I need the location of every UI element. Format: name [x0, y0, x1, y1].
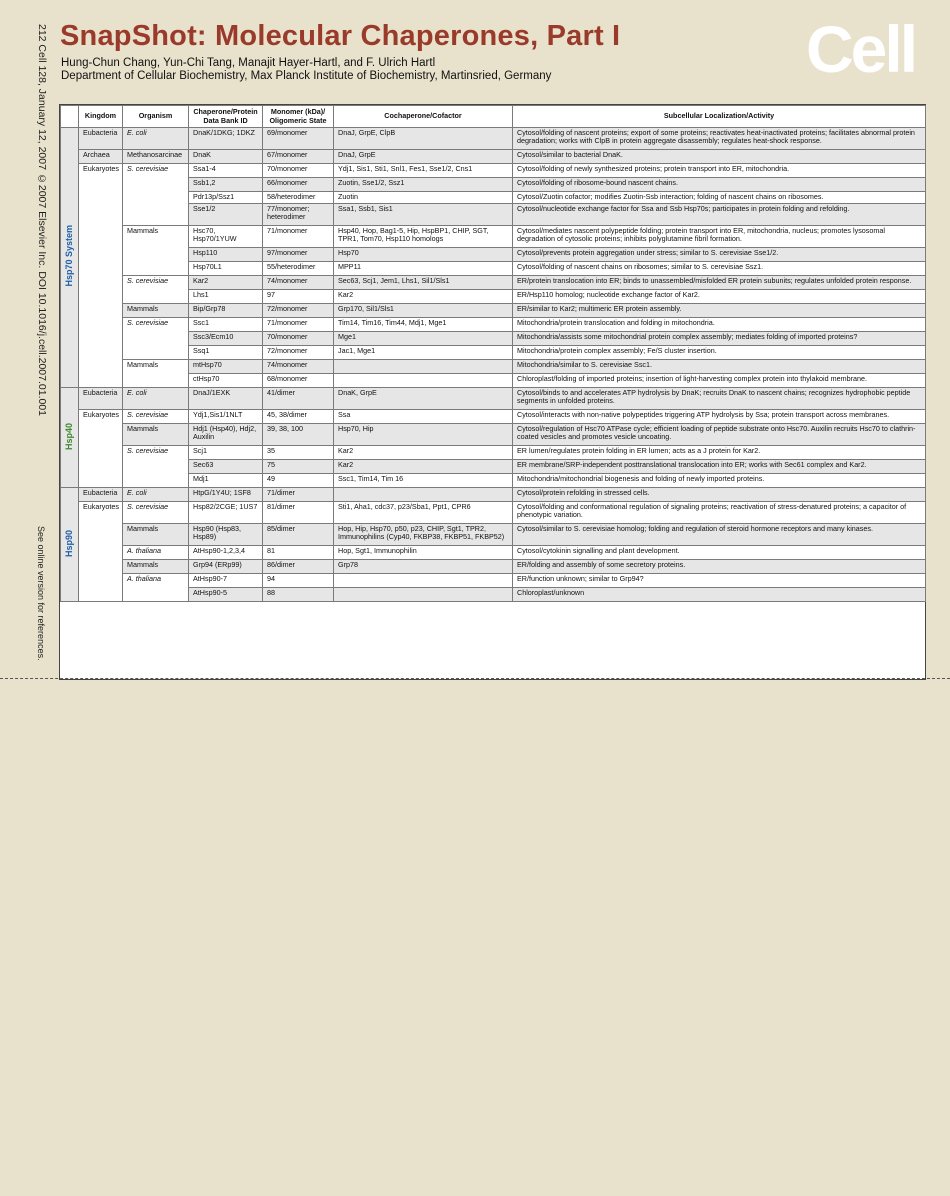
header-localization: Subcellular Localization/Activity — [513, 106, 926, 128]
chaperone-cell: HtpG/1Y4U; 1SF8 — [189, 488, 263, 502]
organism-cell: A. thaliana — [123, 546, 189, 560]
table-row — [61, 346, 926, 360]
chaperone-cell: Ssc1 — [189, 318, 263, 332]
organism-cell: Mammals — [123, 424, 189, 446]
organism-cell: S. cerevisiae — [123, 502, 189, 524]
chaperone-cell: Ssq1 — [189, 346, 263, 360]
authors: Hung-Chun Chang, Yun-Chi Tang, Manajit Hayer-Hartl, and F. Ulrich Hartl — [61, 57, 436, 69]
monomer-cell: 49 — [263, 474, 334, 488]
table-row — [61, 128, 926, 150]
chaperone-cell: DnaK/1DKG; 1DKZ — [189, 128, 263, 150]
monomer-cell: 97/monomer — [263, 248, 334, 262]
monomer-cell: 94 — [263, 574, 334, 588]
cochaperone-cell: Jac1, Mge1 — [334, 346, 513, 360]
kingdom-cell: Eukaryotes — [79, 164, 123, 388]
page-title: SnapShot: Molecular Chaperones, Part I — [60, 20, 621, 52]
kingdom-cell: Archaea — [79, 150, 123, 164]
header-kingdom: Kingdom — [79, 106, 123, 128]
localization-cell: Mitochondria/mitochondrial biogenesis and folding of newly imported proteins. — [513, 474, 926, 488]
cochaperone-cell: Zuotin — [334, 192, 513, 204]
localization-cell: ER/protein translocation into ER; binds to unassembled/misfolded ER protein subunits; regulates unfolded protein response. — [513, 276, 926, 290]
chaperone-cell: Hsc70, Hsp70/1YUW — [189, 226, 263, 248]
table-row — [61, 304, 926, 318]
monomer-cell: 77/monomer; heterodimer — [263, 204, 334, 226]
chaperone-table — [60, 105, 926, 602]
organism-cell: E. coli — [123, 388, 189, 410]
cochaperone-cell: Kar2 — [334, 460, 513, 474]
localization-cell: Cytosol/interacts with non-native polypeptides triggering ATP hydrolysis by Ssa; protein transport across membranes. — [513, 410, 926, 424]
monomer-cell: 66/monomer — [263, 178, 334, 192]
side-note — [34, 526, 48, 1196]
organism-cell: E. coli — [123, 488, 189, 502]
localization-cell: Cytosol/cytokinin signalling and plant development. — [513, 546, 926, 560]
organism-cell: E. coli — [123, 128, 189, 150]
localization-cell: Mitochondria/assists some mitochondrial protein complex assembly; mediates folding of imported proteins? — [513, 332, 926, 346]
cochaperone-cell: Kar2 — [334, 290, 513, 304]
cochaperone-cell: Tim14, Tim16, Tim44, Mdj1, Mge1 — [334, 318, 513, 332]
table-row — [61, 546, 926, 560]
table-header-row — [61, 106, 926, 128]
localization-cell: Chloroplast/unknown — [513, 588, 926, 602]
localization-cell: Cytosol/binds to and accelerates ATP hydrolysis by DnaK; recruits DnaK to nascent chains; recognizes hydrophobic peptide segments in unfolded proteins. — [513, 388, 926, 410]
monomer-cell: 88 — [263, 588, 334, 602]
chaperone-cell: AtHsp90-1,2,3,4 — [189, 546, 263, 560]
localization-cell: Cytosol/folding of nascent chains on ribosomes; similar to S. cerevisiae Ssz1. — [513, 262, 926, 276]
cell-logo: Cell — [806, 12, 916, 86]
cochaperone-cell: Hsp40, Hop, Bag1-5, Hip, HspBP1, CHIP, SGT, TPR1, Tom70, Hsp110 homologs — [334, 226, 513, 248]
localization-cell: Cytosol/Zuotin cofactor; modifies Zuotin-Ssb interaction; folding of nascent chains on ribosomes. — [513, 192, 926, 204]
monomer-cell: 74/monomer — [263, 360, 334, 374]
localization-cell: ER/function unknown; similar to Grp94? — [513, 574, 926, 588]
table-row — [61, 360, 926, 374]
cochaperone-cell: Hsp70 — [334, 248, 513, 262]
chaperone-cell: DnaK — [189, 150, 263, 164]
cochaperone-cell: MPP11 — [334, 262, 513, 276]
table-row — [61, 290, 926, 304]
localization-cell: Mitochondria/protein translocation and folding in mitochondria. — [513, 318, 926, 332]
cochaperone-cell: Hsp70, Hip — [334, 424, 513, 446]
monomer-cell: 35 — [263, 446, 334, 460]
cochaperone-cell: Kar2 — [334, 446, 513, 460]
cochaperone-cell — [334, 488, 513, 502]
kingdom-cell: Eubacteria — [79, 488, 123, 502]
monomer-cell: 69/monomer — [263, 128, 334, 150]
localization-cell: ER membrane/SRP-independent posttranslational translocation into ER; works with Sec61 complex and Kar2. — [513, 460, 926, 474]
table-row — [61, 276, 926, 290]
localization-cell: Cytosol/protein refolding in stressed cells. — [513, 488, 926, 502]
localization-cell: Mitochondria/similar to S. cerevisiae Ssc1. — [513, 360, 926, 374]
cochaperone-cell: Zuotin, Sse1/2, Ssz1 — [334, 178, 513, 192]
monomer-cell: 39, 38, 100 — [263, 424, 334, 446]
organism-cell: S. cerevisiae — [123, 446, 189, 488]
table-row — [61, 524, 926, 546]
cochaperone-cell: Ssc1, Tim14, Tim 16 — [334, 474, 513, 488]
table-row — [61, 424, 926, 446]
family-cell — [61, 128, 79, 388]
chaperone-cell: Hsp82/2CGE; 1US7 — [189, 502, 263, 524]
localization-cell: ER/Hsp110 homolog; nucleotide exchange factor of Kar2. — [513, 290, 926, 304]
table-row — [61, 388, 926, 410]
monomer-cell: 71/monomer — [263, 318, 334, 332]
table-row — [61, 410, 926, 424]
chaperone-cell: DnaJ/1EXK — [189, 388, 263, 410]
monomer-cell: 70/monomer — [263, 164, 334, 178]
header-organism: Organism — [123, 106, 189, 128]
chaperone-cell: Scj1 — [189, 446, 263, 460]
chaperone-cell: Bip/Grp78 — [189, 304, 263, 318]
localization-cell: ER/similar to Kar2; multimeric ER protein assembly. — [513, 304, 926, 318]
organism-cell: S. cerevisiae — [123, 164, 189, 226]
chaperone-cell: Hsp90 (Hsp83, Hsp89) — [189, 524, 263, 546]
chaperone-cell: AtHsp90-7 — [189, 574, 263, 588]
monomer-cell: 41/dimer — [263, 388, 334, 410]
organism-cell: Mammals — [123, 304, 189, 318]
monomer-cell: 72/monomer — [263, 304, 334, 318]
localization-cell: ER/folding and assembly of some secretory proteins. — [513, 560, 926, 574]
kingdom-cell: Eubacteria — [79, 128, 123, 150]
family-cell — [61, 488, 79, 602]
cochaperone-cell: Mge1 — [334, 332, 513, 346]
header-family — [61, 106, 79, 128]
localization-cell: Cytosol/regulation of Hsc70 ATPase cycle; efficient loading of peptide substrate onto Hsc70. Auxilin recruits Hsc70 to clathrin-coated vesicles and promotes vesicle uncoating. — [513, 424, 926, 446]
organism-cell: S. cerevisiae — [123, 318, 189, 360]
monomer-cell: 55/heterodimer — [263, 262, 334, 276]
monomer-cell: 71/dimer — [263, 488, 334, 502]
chaperone-table-wrapper — [59, 104, 926, 680]
monomer-cell: 72/monomer — [263, 346, 334, 360]
family-label: Hsp70 System — [64, 225, 75, 288]
table-row — [61, 318, 926, 332]
localization-cell: Cytosol/folding of newly synthesized proteins; protein transport into ER, mitochondria. — [513, 164, 926, 178]
chaperone-cell: Grp94 (ERp99) — [189, 560, 263, 574]
cochaperone-cell: Grp170, Sil1/Sls1 — [334, 304, 513, 318]
table-row — [61, 262, 926, 276]
monomer-cell: 45, 38/dimer — [263, 410, 334, 424]
localization-cell: ER lumen/regulates protein folding in ER lumen; acts as a J protein for Kar2. — [513, 446, 926, 460]
cochaperone-cell: Hop, Hip, Hsp70, p50, p23, CHIP, Sgt1, TPR2, Immunophilins (Cyp40, FKBP38, FKBP51, FKBP52) — [334, 524, 513, 546]
monomer-cell: 81 — [263, 546, 334, 560]
chaperone-cell: Ssa1-4 — [189, 164, 263, 178]
localization-cell: Cytosol/nucleotide exchange factor for Ssa and Ssb Hsp70s; participates in protein folding and refolding. — [513, 204, 926, 226]
organism-cell: Mammals — [123, 524, 189, 546]
cochaperone-cell: Sec63, Scj1, Jem1, Lhs1, Sil1/Sls1 — [334, 276, 513, 290]
chaperone-cell: mtHsp70 — [189, 360, 263, 374]
cochaperone-cell: Hop, Sgt1, Immunophilin — [334, 546, 513, 560]
organism-cell: Methanosarcinae — [123, 150, 189, 164]
cochaperone-cell — [334, 588, 513, 602]
monomer-cell: 74/monomer — [263, 276, 334, 290]
cochaperone-cell: Sti1, Aha1, cdc37, p23/Sba1, Ppt1, CPR6 — [334, 502, 513, 524]
organism-cell: S. cerevisiae — [123, 276, 189, 304]
table-row — [61, 150, 926, 164]
chaperone-cell: Pdr13p/Ssz1 — [189, 192, 263, 204]
chaperone-cell: ctHsp70 — [189, 374, 263, 388]
cochaperone-cell: DnaJ, GrpE, ClpB — [334, 128, 513, 150]
localization-cell: Chloroplast/folding of imported proteins; insertion of light-harvesting complex protein into thylakoid membrane. — [513, 374, 926, 388]
see-online-note: See online version for references. — [36, 526, 46, 661]
family-label: Hsp40 — [64, 422, 75, 450]
chaperone-cell: Kar2 — [189, 276, 263, 290]
cochaperone-cell: Grp78 — [334, 560, 513, 574]
header-chaperone: Chaperone/Protein Data Bank ID — [189, 106, 263, 128]
organism-cell: Mammals — [123, 560, 189, 574]
table-row — [61, 474, 926, 488]
monomer-cell: 70/monomer — [263, 332, 334, 346]
monomer-cell: 81/dimer — [263, 502, 334, 524]
chaperone-cell: Hdj1 (Hsp40), Hdj2, Auxilin — [189, 424, 263, 446]
cochaperone-cell — [334, 360, 513, 374]
kingdom-cell: Eukaryotes — [79, 410, 123, 488]
chaperone-cell: Ssb1,2 — [189, 178, 263, 192]
organism-cell: S. cerevisiae — [123, 410, 189, 424]
table-row — [61, 446, 926, 460]
page-info: 212 Cell 128, January 12, 2007 ©2007 Elsevier Inc. DOI 10.1016/j.cell.2007.01.001 — [36, 24, 48, 417]
cochaperone-cell — [334, 374, 513, 388]
chaperone-cell: Hsp70L1 — [189, 262, 263, 276]
kingdom-cell: Eukaryotes — [79, 502, 123, 602]
table-row — [61, 248, 926, 262]
localization-cell: Cytosol/prevents protein aggregation under stress; similar to S. cerevisiae Sse1/2. — [513, 248, 926, 262]
table-row — [61, 560, 926, 574]
table-row — [61, 178, 926, 192]
organism-cell: Mammals — [123, 360, 189, 388]
department: Department of Cellular Biochemistry, Max Planck Institute of Biochemistry, Martinsried, Germany — [61, 70, 552, 82]
cut-line — [0, 678, 950, 679]
cochaperone-cell: DnaK, GrpE — [334, 388, 513, 410]
kingdom-cell: Eubacteria — [79, 388, 123, 410]
table-row — [61, 588, 926, 602]
localization-cell: Cytosol/folding of ribosome-bound nascent chains. — [513, 178, 926, 192]
localization-cell: Cytosol/folding and conformational regulation of signaling proteins; reactivation of stress-denatured proteins; a capacitor of phenotypic variation. — [513, 502, 926, 524]
organism-cell: A. thaliana — [123, 574, 189, 602]
monomer-cell: 97 — [263, 290, 334, 304]
table-row — [61, 460, 926, 474]
cochaperone-cell — [334, 574, 513, 588]
header-monomer: Monomer (kDa)/ Oligomeric State — [263, 106, 334, 128]
table-row — [61, 332, 926, 346]
monomer-cell: 86/dimer — [263, 560, 334, 574]
chaperone-cell: Hsp110 — [189, 248, 263, 262]
cochaperone-cell: Ssa1, Ssb1, Sis1 — [334, 204, 513, 226]
chaperone-cell: Ssc3/Ecm10 — [189, 332, 263, 346]
table-row — [61, 374, 926, 388]
table-row — [61, 488, 926, 502]
localization-cell: Cytosol/mediates nascent polypeptide folding; protein transport into ER, mitochondria, nucleus; promotes lysosomal degradation of cytosolic proteins; inhibits polyglutamine fibril formation. — [513, 226, 926, 248]
monomer-cell: 58/heterodimer — [263, 192, 334, 204]
chaperone-cell: Sec63 — [189, 460, 263, 474]
localization-cell: Mitochondria/protein complex assembly; Fe/S cluster insertion. — [513, 346, 926, 360]
table-row — [61, 574, 926, 588]
monomer-cell: 67/monomer — [263, 150, 334, 164]
table-row — [61, 502, 926, 524]
chaperone-cell: Sse1/2 — [189, 204, 263, 226]
localization-cell: Cytosol/folding of nascent proteins; export of some proteins; reactivates heat-inactivated proteins; facilitates abnormal protein degradation; works with ClpB in protein aggregate disassembly; regulates heat-shock response. — [513, 128, 926, 150]
cochaperone-cell: Ydj1, Sis1, Sti1, Snl1, Fes1, Sse1/2, Cns1 — [334, 164, 513, 178]
chaperone-cell: Mdj1 — [189, 474, 263, 488]
monomer-cell: 75 — [263, 460, 334, 474]
monomer-cell: 85/dimer — [263, 524, 334, 546]
chaperone-cell: Ydj1,Sis1/1NLT — [189, 410, 263, 424]
table-row — [61, 164, 926, 178]
cochaperone-cell: DnaJ, GrpE — [334, 150, 513, 164]
header-cochaperone: Cochaperone/Cofactor — [334, 106, 513, 128]
chaperone-cell: Lhs1 — [189, 290, 263, 304]
table-row — [61, 204, 926, 226]
localization-cell: Cytosol/similar to bacterial DnaK. — [513, 150, 926, 164]
family-label: Hsp90 — [64, 529, 75, 557]
family-cell — [61, 388, 79, 488]
cochaperone-cell: Ssa — [334, 410, 513, 424]
chaperone-cell: AtHsp90-5 — [189, 588, 263, 602]
table-row — [61, 226, 926, 248]
monomer-cell: 71/monomer — [263, 226, 334, 248]
monomer-cell: 68/monomer — [263, 374, 334, 388]
table-row — [61, 192, 926, 204]
organism-cell: Mammals — [123, 226, 189, 276]
localization-cell: Cytosol/similar to S. cerevisiae homolog; folding and regulation of steroid hormone receptors and many kinases. — [513, 524, 926, 546]
